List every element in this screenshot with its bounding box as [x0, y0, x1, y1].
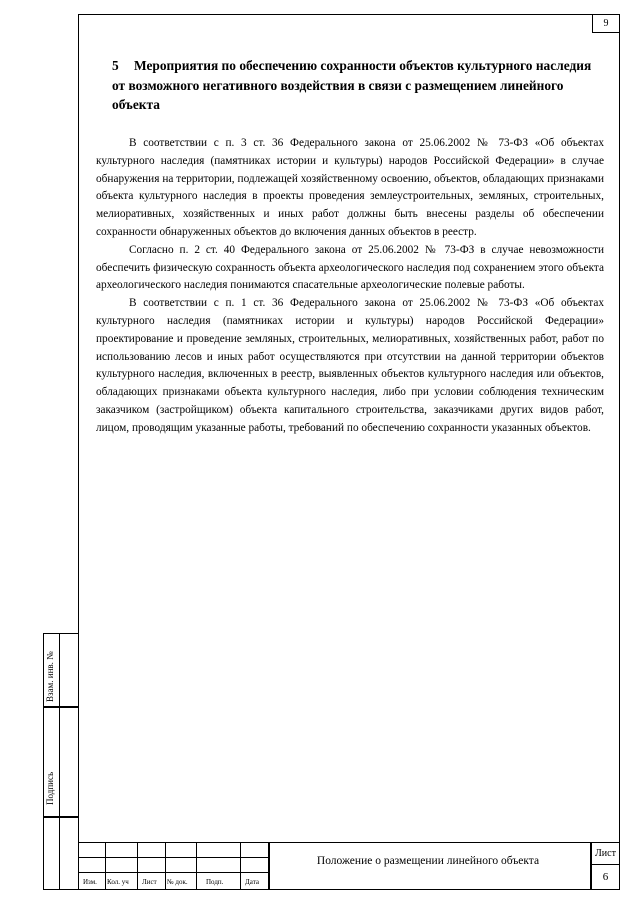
- side-label-podpis: Подпись: [45, 771, 55, 805]
- side-column-rule: [44, 706, 79, 708]
- side-column-rule: [44, 816, 79, 818]
- stamp-col-doc: № док.: [167, 878, 188, 886]
- section-heading: [112, 56, 597, 115]
- side-column-divider: [59, 634, 60, 889]
- paragraph-2: Согласно п. 2 ст. 40 Федерального закона от 25.06.2002 № 73-ФЗ в случае невозможности обеспечить физическую сохранность объекта археологического наследия под сохранением этого объекта археологического наследия понимаются спасательные археологические полевые работы.: [96, 243, 604, 292]
- side-label-vzam: Взам. инв. №: [45, 651, 55, 702]
- sheet-label: Лист: [595, 848, 616, 859]
- stamp-col-list: Лист: [142, 878, 157, 886]
- sheet-number: 6: [602, 871, 609, 883]
- stamp-col-line: [105, 842, 106, 890]
- section-number: 5: [112, 58, 119, 73]
- stamp-col-data: Дата: [245, 878, 259, 886]
- document-title: Положение о размещении линейного объекта: [316, 855, 540, 867]
- stamp-col-kol: Кол. уч: [107, 878, 129, 886]
- body-text: [96, 135, 604, 438]
- stamp-col-line: [240, 842, 241, 890]
- stamp-col-izm: Изм.: [83, 878, 97, 886]
- section-title: Мероприятия по обеспечению сохранности объектов культурного наследия от возможного негативного воздействия в связи с размещением линейного объекта: [112, 58, 592, 112]
- stamp-col-line: [165, 842, 166, 890]
- paragraph-3: В соответствии с п. 1 ст. 36 Федерального закона от 25.06.2002 № 73-ФЗ «Об объектах культурного наследия (памятниках истории и культуры) народов Российской Федерации» проектирование и проведение земляных, строительных, мелиоративных, хозяйственных работ, работ по использованию лесов и иных работ осуществляются при отсутствии на данной территории объектов культурного наследия, включенных в реестр, выявленных объектов культурного наследия или объектов, обладающих признаками объекта культурного наследия, либо при условии соблюдения техническим заказчиком (застройщиком) объекта капитального строительства, заказчиками других видов работ, лицом, проводящим указанные работы, требований по обеспечению сохранности указанных объектов.: [96, 297, 604, 434]
- stamp-col-podp: Подп.: [206, 878, 224, 886]
- stamp-row-line: [590, 864, 620, 865]
- paragraph-1: В соответствии с п. 3 ст. 36 Федерального закона от 25.06.2002 № 73-ФЗ «Об объектах культурного наследия (памятниках истории и культуры) народов Российской Федерации» в случае обнаружения на территории, подлежащей хозяйственному освоению, объектов, обладающих признаками объекта культурного наследия в проекты проведения землеустроительных, земляных, строительных, мелиоративных, хозяйственных и иных работ должны быть внесены разделы об обеспечении сохранности обнаруженных объектов до включения данных объектов в реестр.: [96, 137, 604, 238]
- stamp-col-line: [137, 842, 138, 890]
- stamp-col-line: [196, 842, 197, 890]
- page-number-top: 9: [592, 14, 620, 33]
